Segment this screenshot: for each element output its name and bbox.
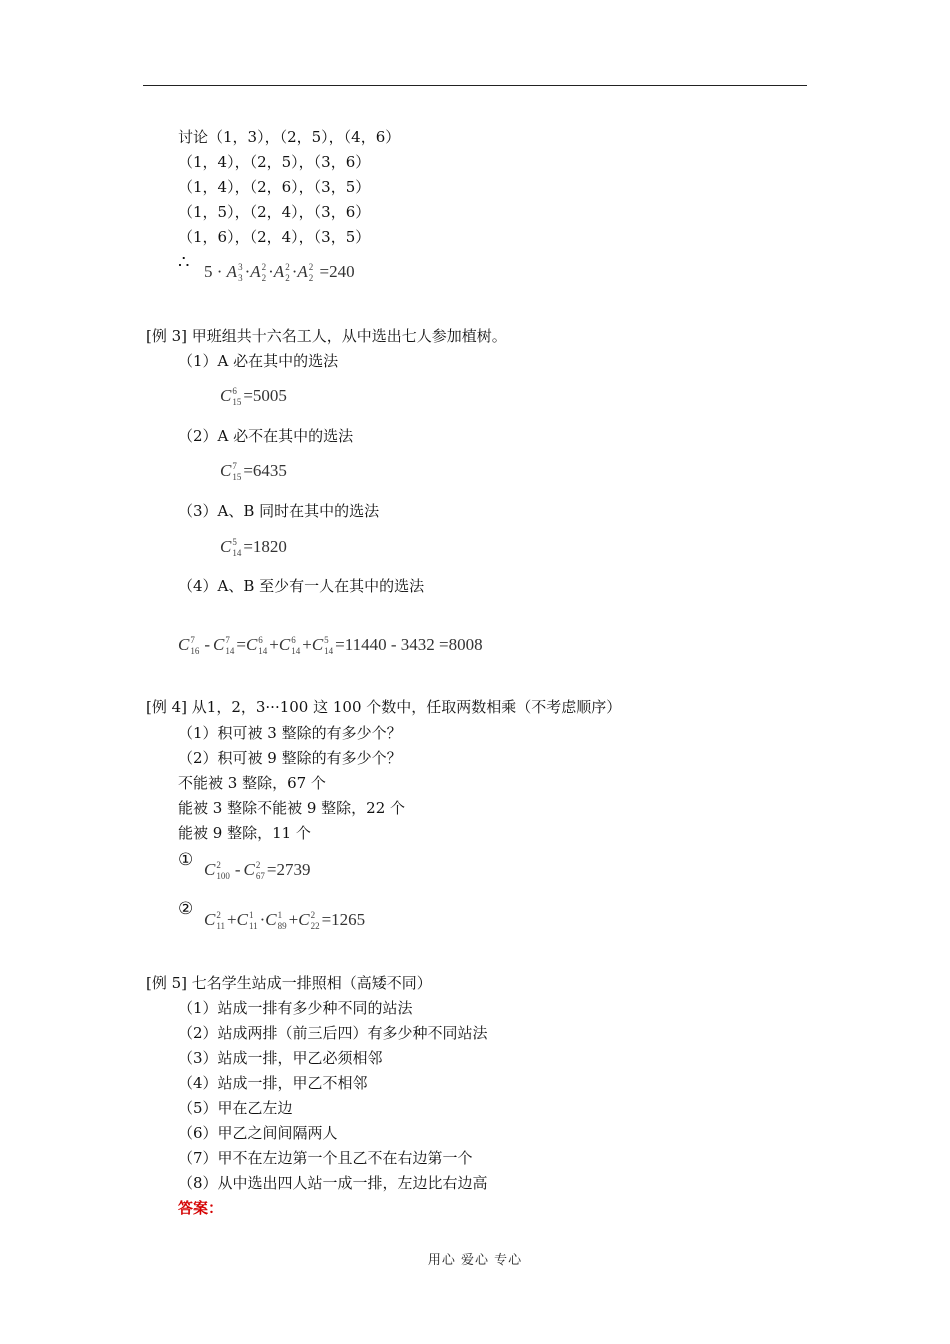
example-3-question-1: （1）A 必在其中的选法 <box>178 352 339 370</box>
formula-permutations: 5 · A 3 3 ·A 2 2 ·A 2 2 ·A 2 2 =240 <box>204 262 355 284</box>
example-4-title: [例 4] 从1，2，3···100 这 100 个数中，任取两数相乘（不考虑顺序） <box>146 698 622 716</box>
example-3-question-3: （3）A、B 同时在其中的选法 <box>178 502 380 520</box>
example-5-item-3: （3）站成一排，甲乙必须相邻 <box>178 1049 383 1067</box>
example-4-note-2: 能被 3 整除不能被 9 整除，22 个 <box>178 799 406 817</box>
example-5-item-8: （8）从中选出四人站一成一排，左边比右边高 <box>178 1174 488 1192</box>
formula1-lead: 5 · <box>204 262 223 281</box>
example-5-title: [例 5] 七名学生站成一排照相（高矮不同） <box>146 974 432 992</box>
example-4-question-1: （1）积可被 3 整除的有多少个？ <box>178 724 402 742</box>
example-3-question-2: （2）A 必不在其中的选法 <box>178 427 354 445</box>
discussion-line-4: （1，5），（2，4），（3，6） <box>178 203 371 221</box>
example-4-result-2: =1265 <box>321 910 366 929</box>
example-3-formula-3: C 5 14 =1820 <box>220 537 287 559</box>
example-5-item-6: （6）甲乙之间间隔两人 <box>178 1124 338 1142</box>
example-3-answer-2: =6435 <box>243 461 287 480</box>
example-5-item-5: （5）甲在乙左边 <box>178 1099 293 1117</box>
example-4-question-2: （2）积可被 9 整除的有多少个？ <box>178 749 402 767</box>
discussion-line-2: （1，4），（2，5），（3，6） <box>178 153 371 171</box>
example-4-formula-1: C 2 100 - C 2 67 =2739 <box>204 860 311 882</box>
example-4-result-1: =2739 <box>266 860 311 879</box>
example-4-note-1: 不能被 3 整除，67 个 <box>178 774 326 792</box>
page-footer: 用心 爱心 专心 <box>427 1253 523 1268</box>
example-3-answer-4: =11440 - 3432 =8008 <box>335 635 483 654</box>
discussion-line-1: 讨论（1，3），（2，5），（4，6） <box>178 128 401 146</box>
example-3-formula-2: C 7 15 =6435 <box>220 461 287 483</box>
example-5-item-4: （4）站成一排，甲乙不相邻 <box>178 1074 368 1092</box>
example-5-item-1: （1）站成一排有多少种不同的站法 <box>178 999 413 1017</box>
circled-number-2: ② <box>178 899 194 919</box>
formula1-result: =240 <box>319 262 355 281</box>
header-rule <box>143 85 807 86</box>
example-5-item-7: （7）甲不在左边第一个且乙不在右边第一个 <box>178 1149 473 1167</box>
circled-number-1: ① <box>178 850 194 870</box>
example-3-title: [例 3] 甲班组共十六名工人，从中选出七人参加植树。 <box>146 327 507 345</box>
example-3-answer-3: =1820 <box>243 537 287 556</box>
example-4-formula-2: C 2 11 +C 1 11 ·C 1 89 +C 2 22 =1265 <box>204 910 366 932</box>
example-3-question-4: （4）A、B 至少有一人在其中的选法 <box>178 577 425 595</box>
example-3-formula-4: C 7 16 - C 7 14 =C 6 14 +C 6 14 +C 5 14 =11440 - 3432 =8008 <box>178 635 483 657</box>
example-3-answer-1: =5005 <box>243 386 287 405</box>
discussion-line-3: （1，4），（2，6），（3，5） <box>178 178 371 196</box>
example-5-item-2: （2）站成两排（前三后四）有多少种不同站法 <box>178 1024 488 1042</box>
example-4-note-3: 能被 9 整除，11 个 <box>178 824 311 842</box>
discussion-line-5: （1，6），（2，4），（3，5） <box>178 228 371 246</box>
therefore-symbol: ∴ <box>178 252 190 273</box>
answer-label: 答案： <box>178 1199 224 1217</box>
example-3-formula-1: C 6 15 =5005 <box>220 386 287 408</box>
